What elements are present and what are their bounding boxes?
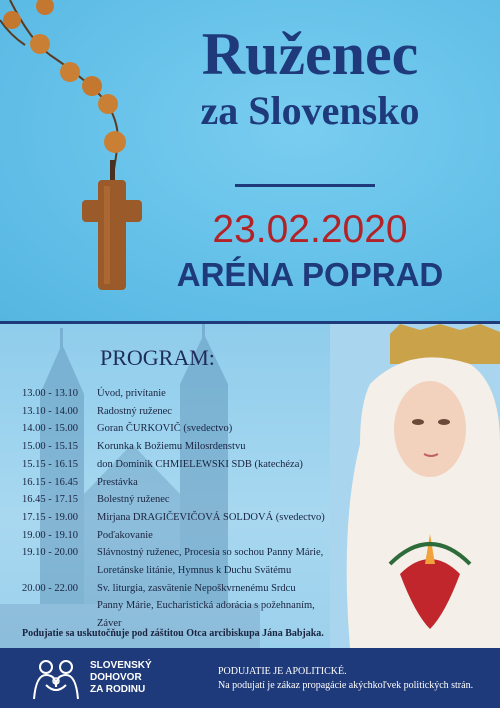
org-line: SLOVENSKÝ: [90, 660, 152, 671]
program-heading: PROGRAM:: [100, 345, 215, 370]
schedule-row: [22, 527, 362, 545]
schedule-time: 15.00 - 15.15: [22, 441, 78, 453]
schedule-row: [22, 456, 362, 474]
schedule-time: 13.10 - 14.00: [22, 405, 78, 417]
program-schedule: [22, 385, 362, 633]
schedule-time: 14.00 - 15.00: [22, 423, 78, 435]
page-subtitle: za Slovensko: [200, 88, 420, 133]
schedule-text: Bolestný ruženec: [97, 494, 170, 506]
schedule-row: [22, 580, 362, 598]
schedule-time: 17.15 - 19.00: [22, 511, 78, 523]
schedule-time: 19.10 - 20.00: [22, 547, 78, 559]
title-divider: [235, 184, 375, 187]
organization-name: [90, 660, 152, 696]
org-line: ZA RODINU: [90, 684, 146, 695]
schedule-text: Sv. liturgia, zasvätenie Nepoškvrnenému Srdcu: [97, 582, 296, 594]
family-logo-icon: [28, 655, 84, 701]
schedule-time: 15.15 - 16.15: [22, 458, 78, 470]
schedule-text: Prestávka: [97, 476, 138, 488]
schedule-row: [22, 474, 362, 492]
schedule-row: [22, 385, 362, 403]
rosary-icon: [0, 0, 150, 300]
schedule-row: [22, 597, 362, 615]
schedule-time: 20.00 - 22.00: [22, 582, 78, 594]
schedule-text: Mirjana DRAGIČEVIČOVÁ SOLDOVÁ (svedectvo): [97, 511, 325, 523]
schedule-text: Korunka k Božiemu Milosrdenstvu: [97, 441, 246, 453]
event-date: 23.02.2020: [212, 208, 408, 251]
schedule-row: [22, 438, 362, 456]
schedule-text: Poďakovanie: [97, 529, 153, 541]
schedule-text: Slávnostný ruženec, Procesia so sochou Panny Márie,: [97, 547, 324, 559]
schedule-row: [22, 420, 362, 438]
schedule-text: Úvod, privítanie: [97, 388, 166, 399]
event-venue: ARÉNA POPRAD: [176, 256, 444, 293]
schedule-text: Radostný ruženec: [97, 405, 172, 417]
page-title: Ruženec: [201, 21, 419, 87]
schedule-row: [22, 544, 362, 562]
patronage-note: Podujatie sa uskutočňuje pod záštitou Otca arcibiskupa Jána Babjaka.: [22, 628, 324, 639]
schedule-time: 16.45 - 17.15: [22, 494, 78, 506]
schedule-text: don Dominik CHMIELEWSKI SDB (katechéza): [97, 458, 303, 470]
schedule-time: 19.00 - 19.10: [22, 529, 78, 541]
org-line: DOHOVOR: [90, 672, 142, 683]
schedule-text: Záver: [97, 618, 122, 630]
schedule-row: [22, 562, 362, 580]
schedule-time: [22, 562, 97, 580]
schedule-row: [22, 509, 362, 527]
schedule-row: [22, 491, 362, 509]
schedule-text: Loretánske litánie, Hymnus k Duchu Svätému: [97, 565, 292, 577]
schedule-text: Panny Márie, Eucharistická adorácia s požehnaním,: [97, 600, 315, 612]
schedule-time: [22, 597, 97, 615]
apolitical-notice: PODUJATIE JE APOLITICKÉ.: [218, 666, 347, 677]
schedule-time: 13.00 - 13.10: [22, 388, 78, 399]
schedule-row: [22, 403, 362, 421]
schedule-time: 16.15 - 16.45: [22, 476, 78, 488]
schedule-text: Goran ČURKOVIČ (svedectvo): [97, 423, 233, 435]
politics-ban-notice: Na podujatí je zákaz propagácie akýchkoľvek politických strán.: [218, 680, 474, 691]
